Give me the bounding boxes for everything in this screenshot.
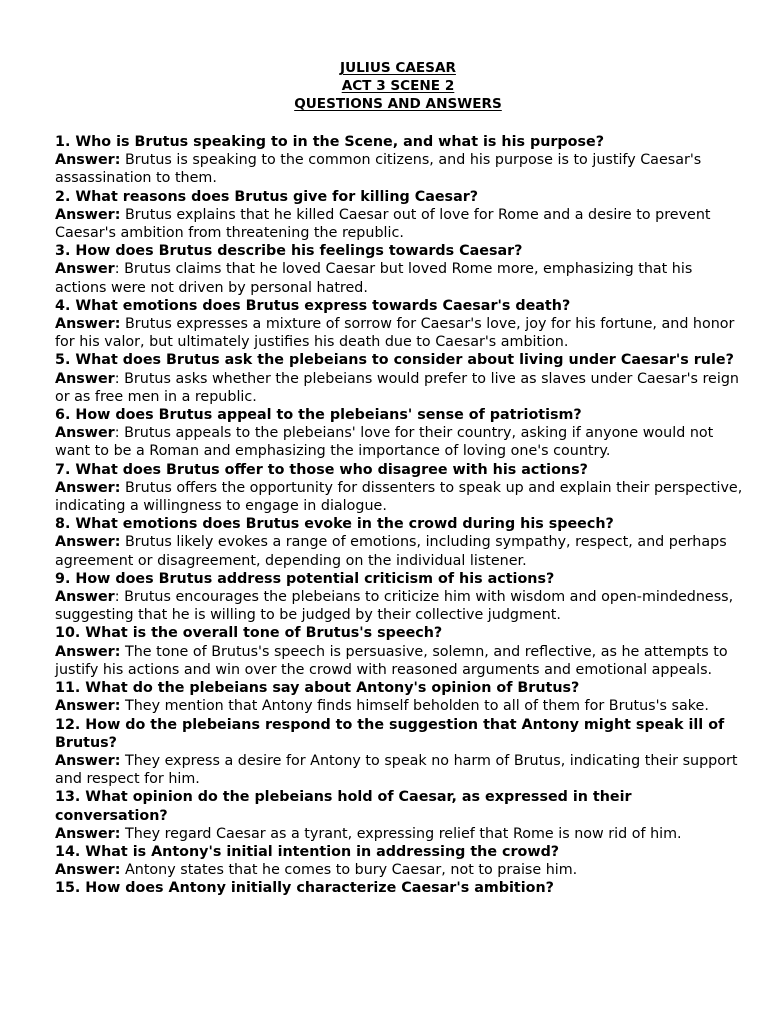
question-text: 3. How does Brutus describe his feelings towards Caesar? [55,243,523,260]
answer-label: Answer: [55,698,121,715]
answer-paragraph [55,825,745,843]
question-text: 5. What does Brutus ask the plebeians to consider about living under Caesar's rule? [55,352,734,369]
answer-label: Answer: [55,643,121,660]
document-title [0,59,768,114]
qa-item [55,406,745,461]
answer-paragraph [55,533,745,569]
answer-paragraph [55,315,745,351]
question-text: 11. What do the plebeians say about Antony's opinion of Brutus? [55,680,580,697]
question-text: 1. Who is Brutus speaking to in the Scene, and what is his purpose? [55,134,604,150]
answer-label: Answer: [55,752,121,769]
answer-text: Brutus expresses a mixture of sorrow for Caesar's love, joy for his fortune, and honor for his valor, but ultimately justifies his death due to Caesar's ambition. [55,316,735,351]
answer-text: They express a desire for Antony to speak no harm of Brutus, indicating their support and respect for him. [55,752,738,788]
answer-paragraph [55,260,745,296]
question-text: 8. What emotions does Brutus evoke in the crowd during his speech? [55,516,614,533]
qa-item [55,351,745,406]
answer-text: Brutus explains that he killed Caesar out of love for Rome and a desire to prevent Caesar's ambition from threatening the republic. [55,206,711,242]
qa-item [55,716,745,789]
answer-paragraph [55,643,745,679]
qa-item [55,133,745,188]
answer-label: Answer: [55,316,121,333]
answer-paragraph [55,424,745,460]
answer-text: Brutus is speaking to the common citizens, and his purpose is to justify Caesar's assassination to them. [55,152,702,187]
answer-label: Answer: [55,152,121,169]
answer-paragraph [55,206,745,242]
answer-paragraph [55,151,745,187]
answer-label: Answer [55,425,115,442]
answer-text: They regard Caesar as a tyrant, expressing relief that Rome is now rid of him. [120,825,682,842]
answer-text: The tone of Brutus's speech is persuasive, solemn, and reflective, as he attempts to justify his actions and win over the crowd with reasoned arguments and emotional appeals. [55,643,728,678]
answer-label: Answer: [55,534,121,551]
qa-item [55,570,745,625]
answer-label: Answer [55,370,115,387]
answer-paragraph [55,588,745,624]
answer-text: Antony states that he comes to bury Caesar, not to praise him. [120,862,578,879]
qa-item [55,879,745,897]
qa-item [55,624,745,679]
answer-paragraph [55,370,745,406]
title-line: JULIUS CAESAR [340,60,456,76]
question-text: 14. What is Antony's initial intention in addressing the crowd? [55,843,560,860]
answer-paragraph [55,752,745,788]
question-text: 4. What emotions does Brutus express towards Caesar's death? [55,297,571,314]
answer-label: Answer: [55,862,121,879]
answer-label: Answer [55,589,115,606]
answer-text: Brutus likely evokes a range of emotions, including sympathy, respect, and perhaps agreement or disagreement, depending on the individual listener. [55,534,727,569]
qa-item [55,461,745,516]
qa-item [55,188,745,243]
question-text: 15. How does Antony initially characterize Caesar's ambition? [55,880,554,897]
heading-line: QUESTIONS AND ANSWERS [294,96,502,113]
qa-item [55,843,745,879]
answer-text: They mention that Antony finds himself beholden to all of them for Brutus's sake. [120,698,709,715]
question-text: 7. What does Brutus offer to those who disagree with his actions? [55,461,588,478]
answer-text: : Brutus asks whether the plebeians would prefer to live as slaves under Caesar's reign or as free men in a republic. [55,370,739,405]
qa-item [55,788,745,843]
subtitle-line: ACT 3 SCENE 2 [341,78,455,95]
answer-text: : Brutus encourages the plebeians to criticize him with wisdom and open-mindedness, suggesting that he is willing to be judged by their collective judgment. [55,589,734,624]
question-text: 12. How do the plebeians respond to the suggestion that Antony might speak ill of Brutus? [55,716,725,751]
answer-label: Answer [55,261,115,278]
qa-item [55,297,745,352]
answer-text: : Brutus claims that he loved Caesar but loved Rome more, emphasizing that his actions were not driven by personal hatred. [55,261,693,296]
answer-text: : Brutus appeals to the plebeians' love for their country, asking if anyone would not want to be a Roman and emphasizing the importance of loving one's country. [55,425,714,460]
question-text: 13. What opinion do the plebeians hold of Caesar, as expressed in their conversation? [55,789,632,824]
answer-paragraph [55,479,745,515]
answer-label: Answer: [55,479,121,496]
answer-paragraph [55,697,745,715]
qa-list [55,133,745,898]
question-text: 6. How does Brutus appeal to the plebeians' sense of patriotism? [55,407,582,424]
qa-item [55,679,745,715]
answer-label: Answer: [55,825,121,842]
qa-item [55,515,745,570]
question-text: 10. What is the overall tone of Brutus's speech? [55,625,443,642]
answer-text: Brutus offers the opportunity for dissenters to speak up and explain their perspective, indicating a willingness to engage in dialogue. [55,479,743,515]
question-text: 2. What reasons does Brutus give for killing Caesar? [55,188,479,205]
answer-label: Answer: [55,206,121,223]
question-text: 9. How does Brutus address potential criticism of his actions? [55,570,555,587]
qa-item [55,242,745,297]
answer-paragraph [55,861,745,879]
